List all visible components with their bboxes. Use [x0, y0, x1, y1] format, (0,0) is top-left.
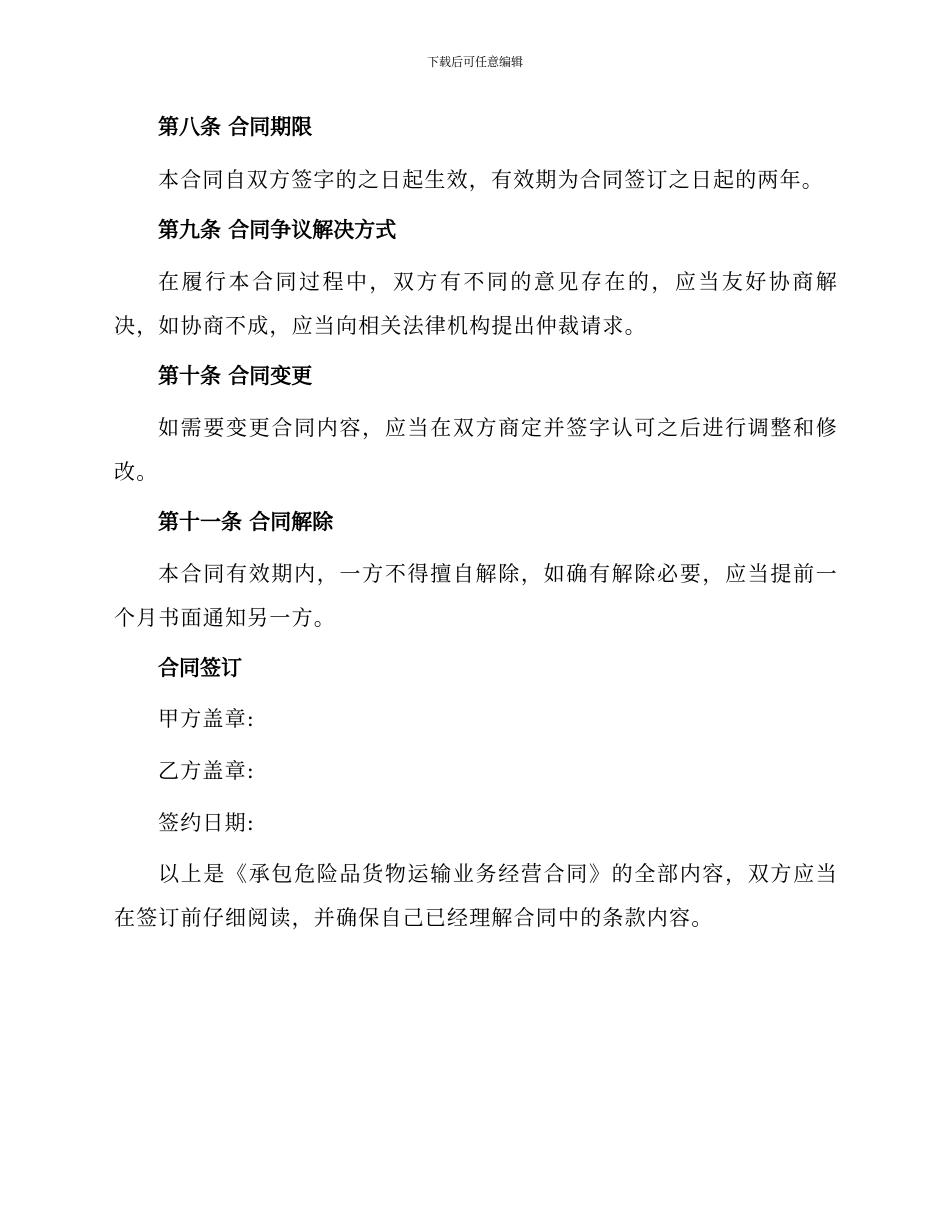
signing-date-field: 签约日期:	[158, 811, 256, 835]
party-b-seal-field: 乙方盖章:	[158, 759, 256, 783]
section-9-heading: 第九条 合同争议解决方式	[158, 217, 397, 242]
section-10-heading: 第十条 合同变更	[158, 363, 313, 388]
section-9-text: 在履行本合同过程中，双方有不同的意见存在的，应当友好协商解决，如协商不成，应当向相关法律机构提出仲裁请求。	[114, 270, 838, 338]
section-10-text: 如需要变更合同内容，应当在双方商定并签字认可之后进行调整和修改。	[114, 416, 838, 484]
party-a-seal-field: 甲方盖章:	[158, 707, 256, 731]
signing-heading: 合同签订	[158, 655, 242, 680]
section-11-text: 本合同有效期内，一方不得擅自解除，如确有解除必要，应当提前一个月书面通知另一方。	[114, 562, 838, 630]
header-note: 下载后可任意编辑	[426, 55, 523, 69]
section-8-text: 本合同自双方签字的之日起生效，有效期为合同签订之日起的两年。	[158, 168, 824, 192]
section-8-heading: 第八条 合同期限	[158, 114, 313, 139]
closing-text: 以上是《承包危险品货物运输业务经营合同》的全部内容，双方应当在签订前仔细阅读，并确保自己已经理解合同中的条款内容。	[114, 862, 838, 930]
section-11-heading: 第十一条 合同解除	[158, 509, 334, 534]
